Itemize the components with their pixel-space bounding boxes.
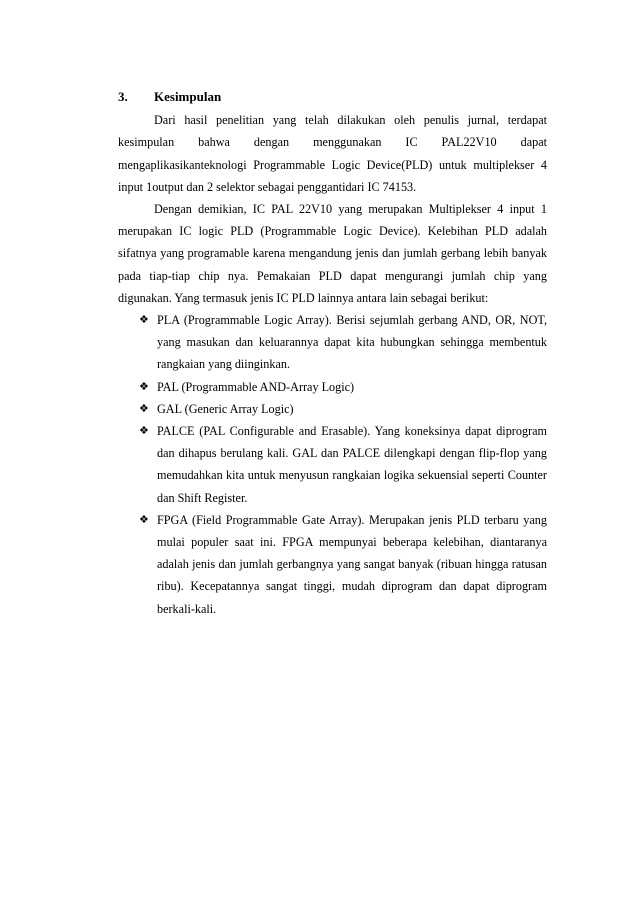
diamond-bullet-icon: ❖ (139, 379, 149, 393)
section-number: 3. (118, 89, 128, 104)
diamond-bullet-icon: ❖ (139, 313, 149, 327)
paragraph-2: Dengan demikian, IC PAL 22V10 yang merupakan Multiplekser 4 input 1 merupakan IC logic PLD (Programmable Logic Device). Kelebihan PLD adalah sifatnya yang programable karena mengandung jenis dan jumlah gerbang lebih banyak pada tiap-tiap chip nya. Pemakaian PLD dapat mengurangi jumlah chip yang digunakan. Yang termasuk jenis IC PLD lainnya antara lain sebagai berikut: (118, 202, 547, 305)
list-item-palce (121, 420, 547, 509)
document-page (118, 86, 547, 620)
section-heading (118, 86, 547, 108)
diamond-bullet-icon: ❖ (139, 401, 149, 415)
list-item-text: PLA (Programmable Logic Array). Berisi sejumlah gerbang AND, OR, NOT, yang masukan dan keluarannya dapat kita hubungkan sehingga membentuk rangkaian yang diinginkan. (157, 313, 547, 372)
section-title: Kesimpulan (154, 89, 222, 104)
list-item-text: PALCE (PAL Configurable and Erasable). Yang koneksinya dapat diprogram dan dihapus berulang kali. GAL dan PALCE dilengkapi dengan flip-flop yang memudahkan kita untuk menyusun rangkaian logika sekuensial seperti Counter dan Shift Register. (157, 424, 547, 505)
list-item-pla (121, 309, 547, 376)
paragraph-1: Dari hasil penelitian yang telah dilakukan oleh penulis jurnal, terdapat kesimpulan bahwa dengan menggunakan IC PAL22V10 dapat mengaplikasikanteknologi Programmable Logic Device(PLD) untuk multiplekser 4 input 1output dan 2 selektor sebagai penggantidari IC 74153. (118, 113, 547, 194)
list-item-text: PAL (Programmable AND-Array Logic) (157, 379, 355, 394)
diamond-bullet-icon: ❖ (139, 424, 149, 438)
diamond-bullet-icon: ❖ (139, 512, 149, 526)
list-item-text: FPGA (Field Programmable Gate Array). Merupakan jenis PLD terbaru yang mulai populer saat ini. FPGA mempunyai beberapa kelebihan, diantaranya adalah jenis dan jumlah gerbangnya yang sangat banyak (ribuan hingga ratusan ribu). Kecepatannya sangat tinggi, mudah diprogram dan dapat diprogram berkali-kali. (157, 512, 547, 616)
list-item-text: GAL (Generic Array Logic) (157, 401, 294, 416)
list-item-fpga (121, 509, 547, 620)
list-item-gal (121, 398, 547, 420)
pld-types-list (118, 309, 547, 620)
list-item-pal (121, 376, 547, 398)
